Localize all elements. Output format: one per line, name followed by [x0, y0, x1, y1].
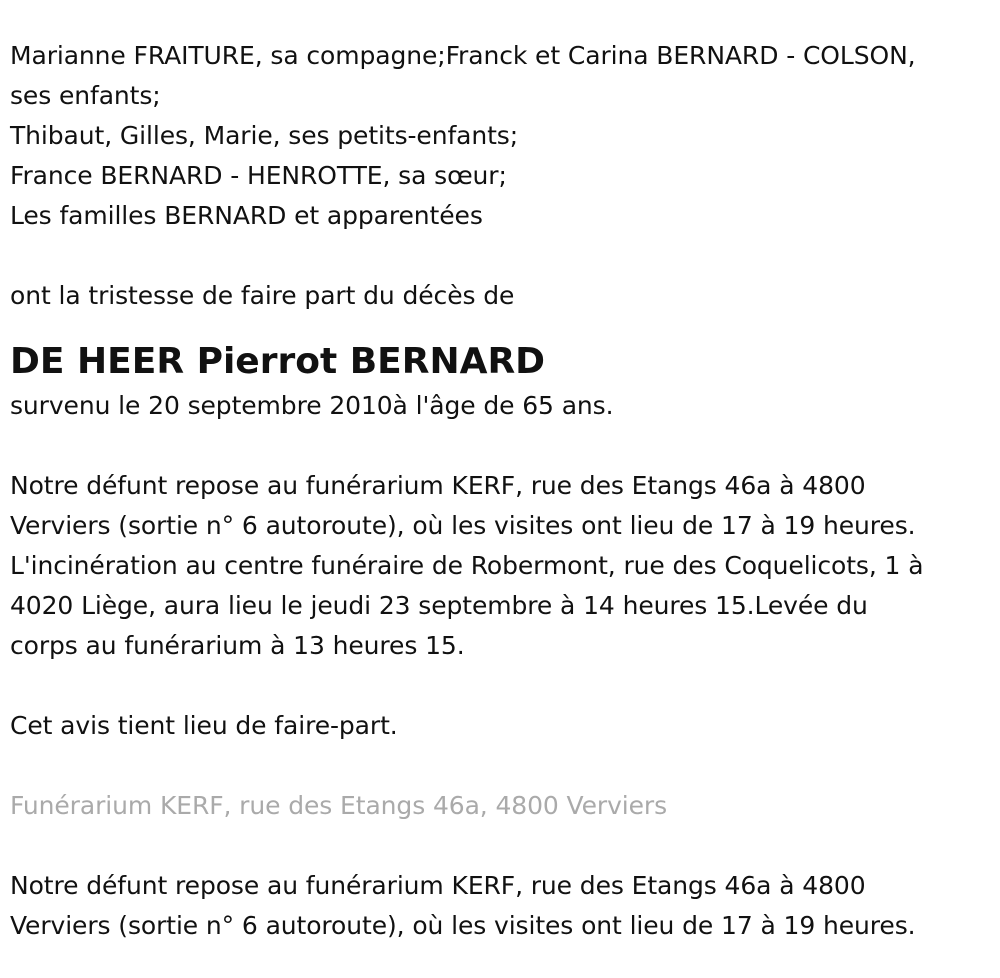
family-line: France BERNARD - HENROTTE, sa sœur;	[10, 161, 507, 190]
details-line: 4020 Liège, aura lieu le jeudi 23 septembre à 14 heures 15.Levée du	[10, 591, 868, 620]
spacer	[10, 236, 990, 276]
repeat-details	[10, 866, 990, 946]
details-line: Verviers (sortie n° 6 autoroute), où les visites ont lieu de 17 à 19 heures.	[10, 911, 916, 940]
details-line: Notre défunt repose au funérarium KERF, rue des Etangs 46a à 4800	[10, 871, 866, 900]
details-line: Notre défunt repose au funérarium KERF, rue des Etangs 46a à 4800	[10, 471, 866, 500]
deceased-name: DE HEER Pierrot BERNARD	[10, 341, 546, 382]
details-line: Verviers (sortie n° 6 autoroute), où les visites ont lieu de 17 à 19 heures.	[10, 511, 916, 540]
notice-text: Cet avis tient lieu de faire-part.	[10, 711, 398, 740]
spacer	[10, 426, 990, 466]
family-line: ses enfants;	[10, 81, 161, 110]
spacer	[10, 826, 990, 866]
details-line: L'incinération au centre funéraire de Robermont, rue des Coquelicots, 1 à	[10, 551, 924, 580]
family-line: Thibaut, Gilles, Marie, ses petits-enfants;	[10, 121, 519, 150]
family-line: Les familles BERNARD et apparentées	[10, 201, 483, 230]
spacer	[10, 666, 990, 706]
details-line: corps au funérarium à 13 heures 15.	[10, 631, 465, 660]
announcement-text: ont la tristesse de faire part du décès de	[10, 281, 515, 310]
family-line: Marianne FRAITURE, sa compagne;Franck et Carina BERNARD - COLSON,	[10, 41, 916, 70]
family-list	[10, 0, 990, 236]
death-date-text: survenu le 20 septembre 2010à l'âge de 65 ans.	[10, 391, 614, 420]
funeral-home-address: Funérarium KERF, rue des Etangs 46a, 4800 Verviers	[10, 791, 667, 820]
ceremony-details	[10, 466, 990, 666]
spacer	[10, 746, 990, 786]
